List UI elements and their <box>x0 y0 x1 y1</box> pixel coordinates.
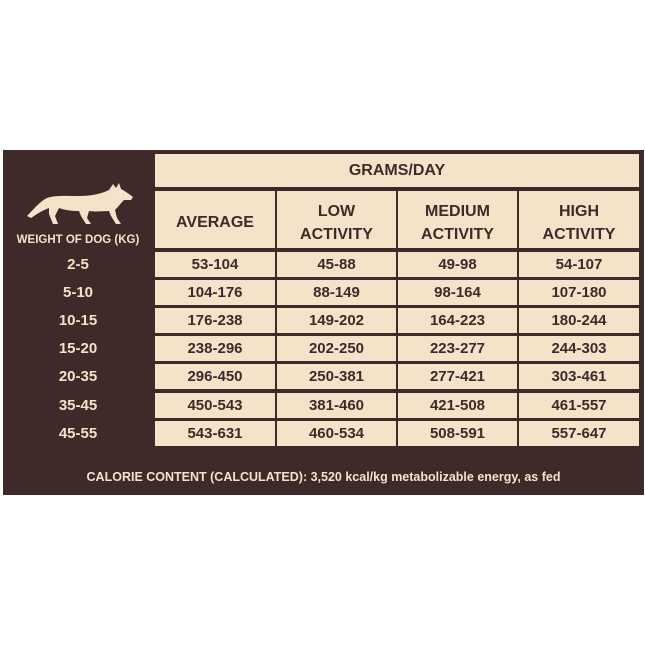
weight-range-label: 2-5 <box>67 256 89 273</box>
grams-value-cell: 303-461 <box>519 364 639 389</box>
weight-range-label: 45-55 <box>58 424 98 442</box>
column-header-2 <box>277 191 396 248</box>
grams-value-cell: 296-450 <box>155 364 275 389</box>
grams-value-cell: 176-238 <box>155 308 275 333</box>
grams-per-day-header: GRAMS/DAY <box>155 154 639 187</box>
column-header-line2: ACTIVITY <box>421 225 494 243</box>
wolf-icon <box>25 178 135 226</box>
column-header-line1: AVERAGE <box>176 214 254 231</box>
column-header-line1: HIGH <box>559 202 599 220</box>
column-header-line1: MEDIUM <box>425 202 490 220</box>
weight-range-label: 20-35 <box>58 368 98 386</box>
column-header-4 <box>519 191 639 248</box>
grams-value-cell: 202-250 <box>277 336 396 361</box>
grams-value-cell: 223-277 <box>398 336 517 361</box>
grams-value-cell: 450-543 <box>155 393 275 418</box>
grams-value-cell: 54-107 <box>519 252 639 277</box>
grams-value-cell: 164-223 <box>398 308 517 333</box>
grams-value-cell: 88-149 <box>277 280 396 305</box>
grams-value-cell: 49-98 <box>398 252 517 277</box>
grams-value-cell: 543-631 <box>155 421 275 446</box>
calorie-content-note: CALORIE CONTENT (CALCULATED): 3,520 kcal/kg metabolizable energy, as fed <box>86 470 561 484</box>
weight-range-label: 5-10 <box>62 284 94 302</box>
grams-value-cell: 98-164 <box>398 280 517 305</box>
weight-range-label: 10-15 <box>58 312 98 330</box>
grams-value-cell: 53-104 <box>155 252 275 277</box>
grams-value-cell: 180-244 <box>519 308 639 333</box>
grams-value-cell: 250-381 <box>277 364 396 389</box>
grams-value-cell: 244-303 <box>519 336 639 361</box>
grams-value-cell: 421-508 <box>398 393 517 418</box>
grams-value-cell: 381-460 <box>277 393 396 418</box>
feeding-guide-table <box>3 150 644 495</box>
weight-column-header: WEIGHT OF DOG (KG) <box>16 234 140 246</box>
grams-value-cell: 238-296 <box>155 336 275 361</box>
weight-range-label: 35-45 <box>58 396 98 414</box>
column-header-3 <box>398 191 517 248</box>
weight-range-label: 15-20 <box>58 340 98 358</box>
grams-value-cell: 557-647 <box>519 421 639 446</box>
column-header-line1: LOW <box>317 202 356 220</box>
grams-value-cell: 277-421 <box>398 364 517 389</box>
grams-value-cell: 149-202 <box>277 308 396 333</box>
grams-value-cell: 508-591 <box>398 421 517 446</box>
grams-value-cell: 104-176 <box>155 280 275 305</box>
grams-value-cell: 460-534 <box>277 421 396 446</box>
grams-value-cell: 107-180 <box>519 280 639 305</box>
column-header-line2: ACTIVITY <box>300 225 373 243</box>
grams-value-cell: 45-88 <box>277 252 396 277</box>
column-header-1 <box>155 191 275 248</box>
grams-value-cell: 461-557 <box>519 393 639 418</box>
column-header-line2: ACTIVITY <box>542 225 616 243</box>
